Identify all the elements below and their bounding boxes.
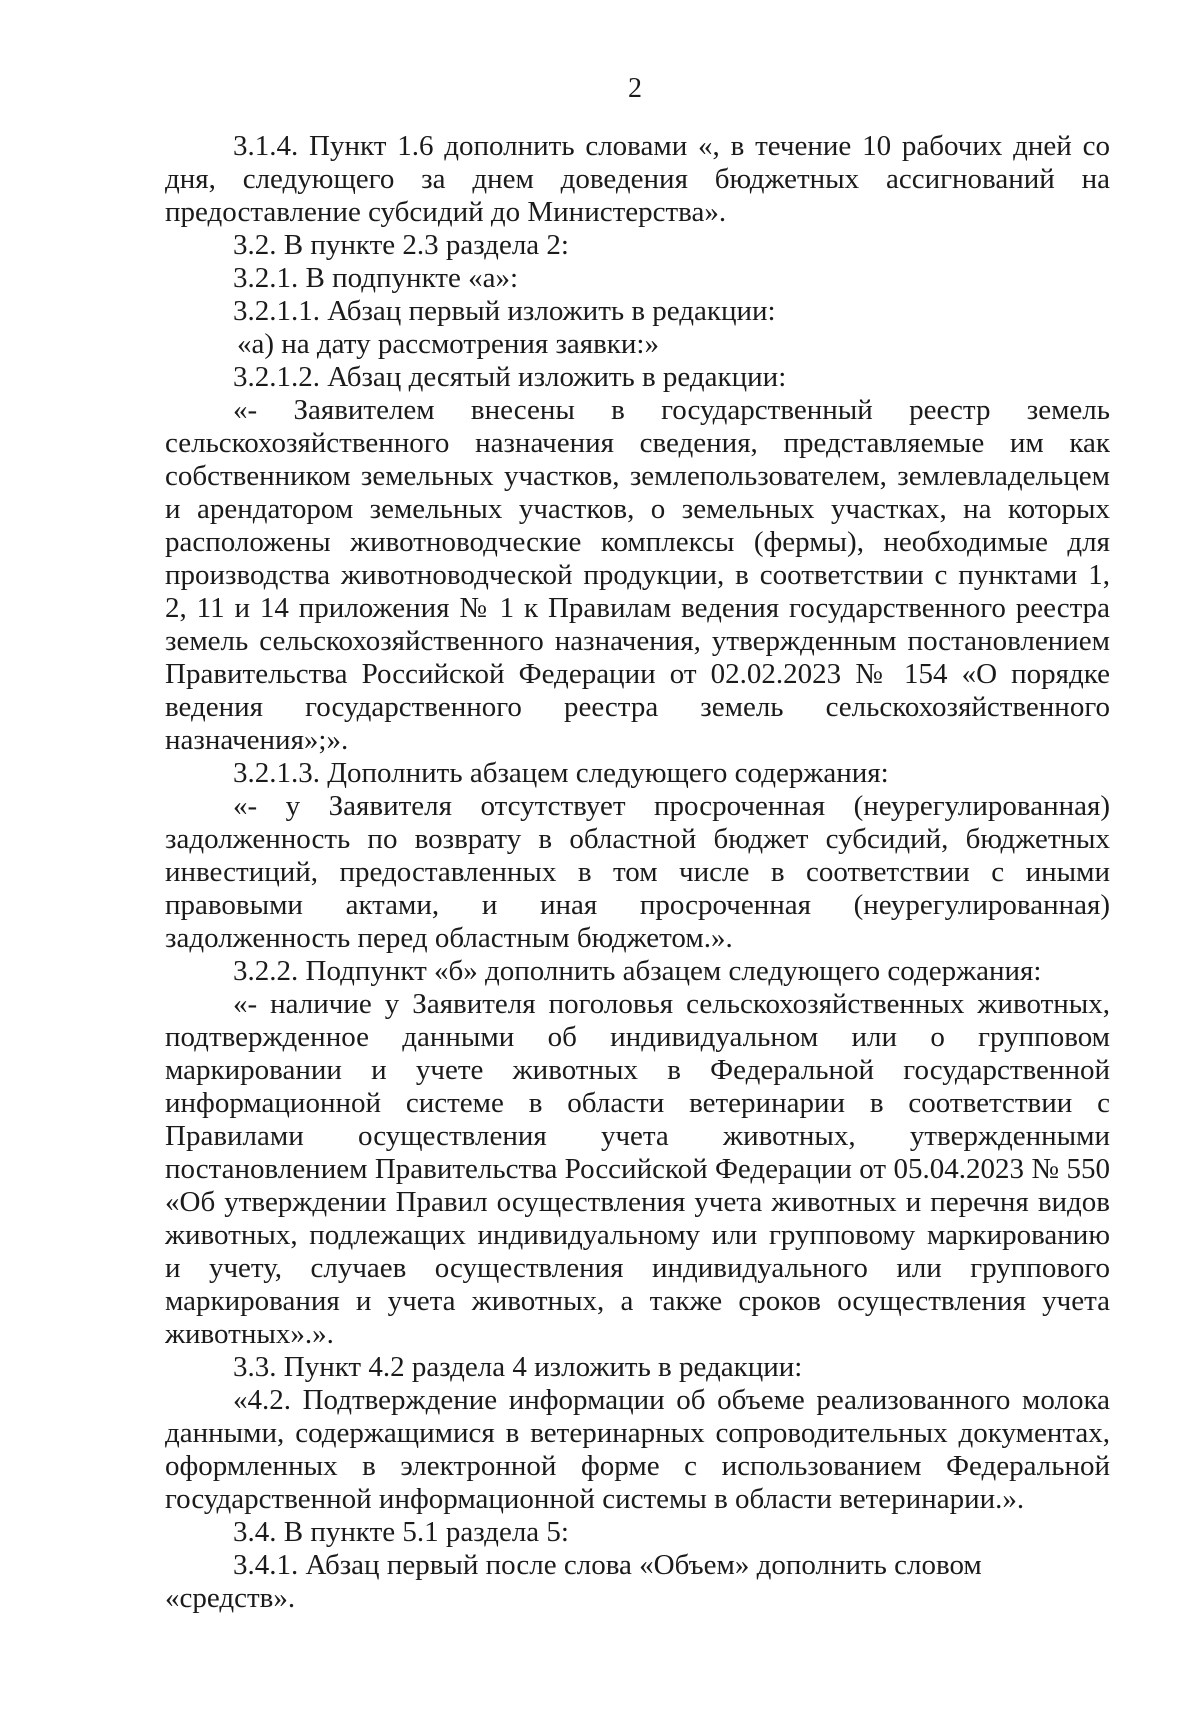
quote-livestock: «- наличие у Заявителя поголовья сельскохозяйственных животных, подтвержденное данными об индивидуальном или о групповом маркировании и учете животных в Федеральной государственной информационной системе в области ветеринарии в соответствии с Правилами осуществления учета животных, утвержденными постановлением Правительства Российской Федерации от 05.04.2023 № 550 «Об утверждении Правил осуществления учета животных и перечня видов животных, подлежащих индивидуальному или групповому маркированию и учету, случаев осуществления индивидуального или группового маркирования и учета животных, а также сроков осуществления учета животных».». (165, 988, 1110, 1350)
paragraph-3-2: 3.2. В пункте 2.3 раздела 2: (233, 229, 569, 261)
paragraph-3-4: 3.4. В пункте 5.1 раздела 5: (233, 1516, 569, 1548)
paragraph-3-2-2: 3.2.2. Подпункт «б» дополнить абзацем следующего содержания: (233, 955, 1042, 987)
quote-4-2: «4.2. Подтверждение информации об объеме реализованного молока данными, содержащимися в ветеринарных сопроводительных документах, оформленных в электронной форме с использованием Федеральной государственной информационной системы в области ветеринарии.». (165, 1384, 1110, 1515)
paragraph-3-2-1-2: 3.2.1.2. Абзац десятый изложить в редакции: (233, 361, 787, 393)
paragraph-3-2-1-3: 3.2.1.3. Дополнить абзацем следующего содержания: (233, 757, 889, 789)
document-body (165, 130, 1110, 1615)
quote-land-registry: «- Заявителем внесены в государственный реестр земель сельскохозяйственного назначения сведения, представляемые им как собственником земельных участков, землепользователем, землевладельцем и арендатором земельных участков, о земельных участках, на которых расположены животноводческие комплексы (фермы), необходимые для производства животноводческой продукции, в соответствии с пунктами 1, 2, 11 и 14 приложения № 1 к Правилам ведения государственного реестра земель сельскохозяйственного назначения, утвержденным постановлением Правительства Российской Федерации от 02.02.2023 № 154 «О порядке ведения государственного реестра земель сельскохозяйственного назначения»;». (165, 394, 1110, 756)
paragraph-3-3: 3.3. Пункт 4.2 раздела 4 изложить в редакции: (233, 1351, 803, 1383)
paragraph-3-2-1-1: 3.2.1.1. Абзац первый изложить в редакции: (233, 295, 776, 327)
quote-debt: «- у Заявителя отсутствует просроченная (неурегулированная) задолженность по возврату в областной бюджет субсидий, бюджетных инвестиций, предоставленных в том числе в соответствии с иными правовыми актами, и иная просроченная (неурегулированная) задолженность перед областным бюджетом.». (165, 790, 1110, 954)
paragraph-3-4-1: 3.4.1. Абзац первый после слова «Объем» дополнить словом «средств». (165, 1549, 982, 1614)
paragraph-3-1-4: 3.1.4. Пункт 1.6 дополнить словами «, в течение 10 рабочих дней со дня, следующего за днем доведения бюджетных ассигнований на предоставление субсидий до Министерства». (165, 130, 1110, 228)
page-number: 2 (628, 73, 642, 104)
quote-subparagraph-a: «а) на дату рассмотрения заявки:» (237, 328, 659, 360)
paragraph-3-2-1: 3.2.1. В подпункте «а»: (233, 262, 519, 294)
